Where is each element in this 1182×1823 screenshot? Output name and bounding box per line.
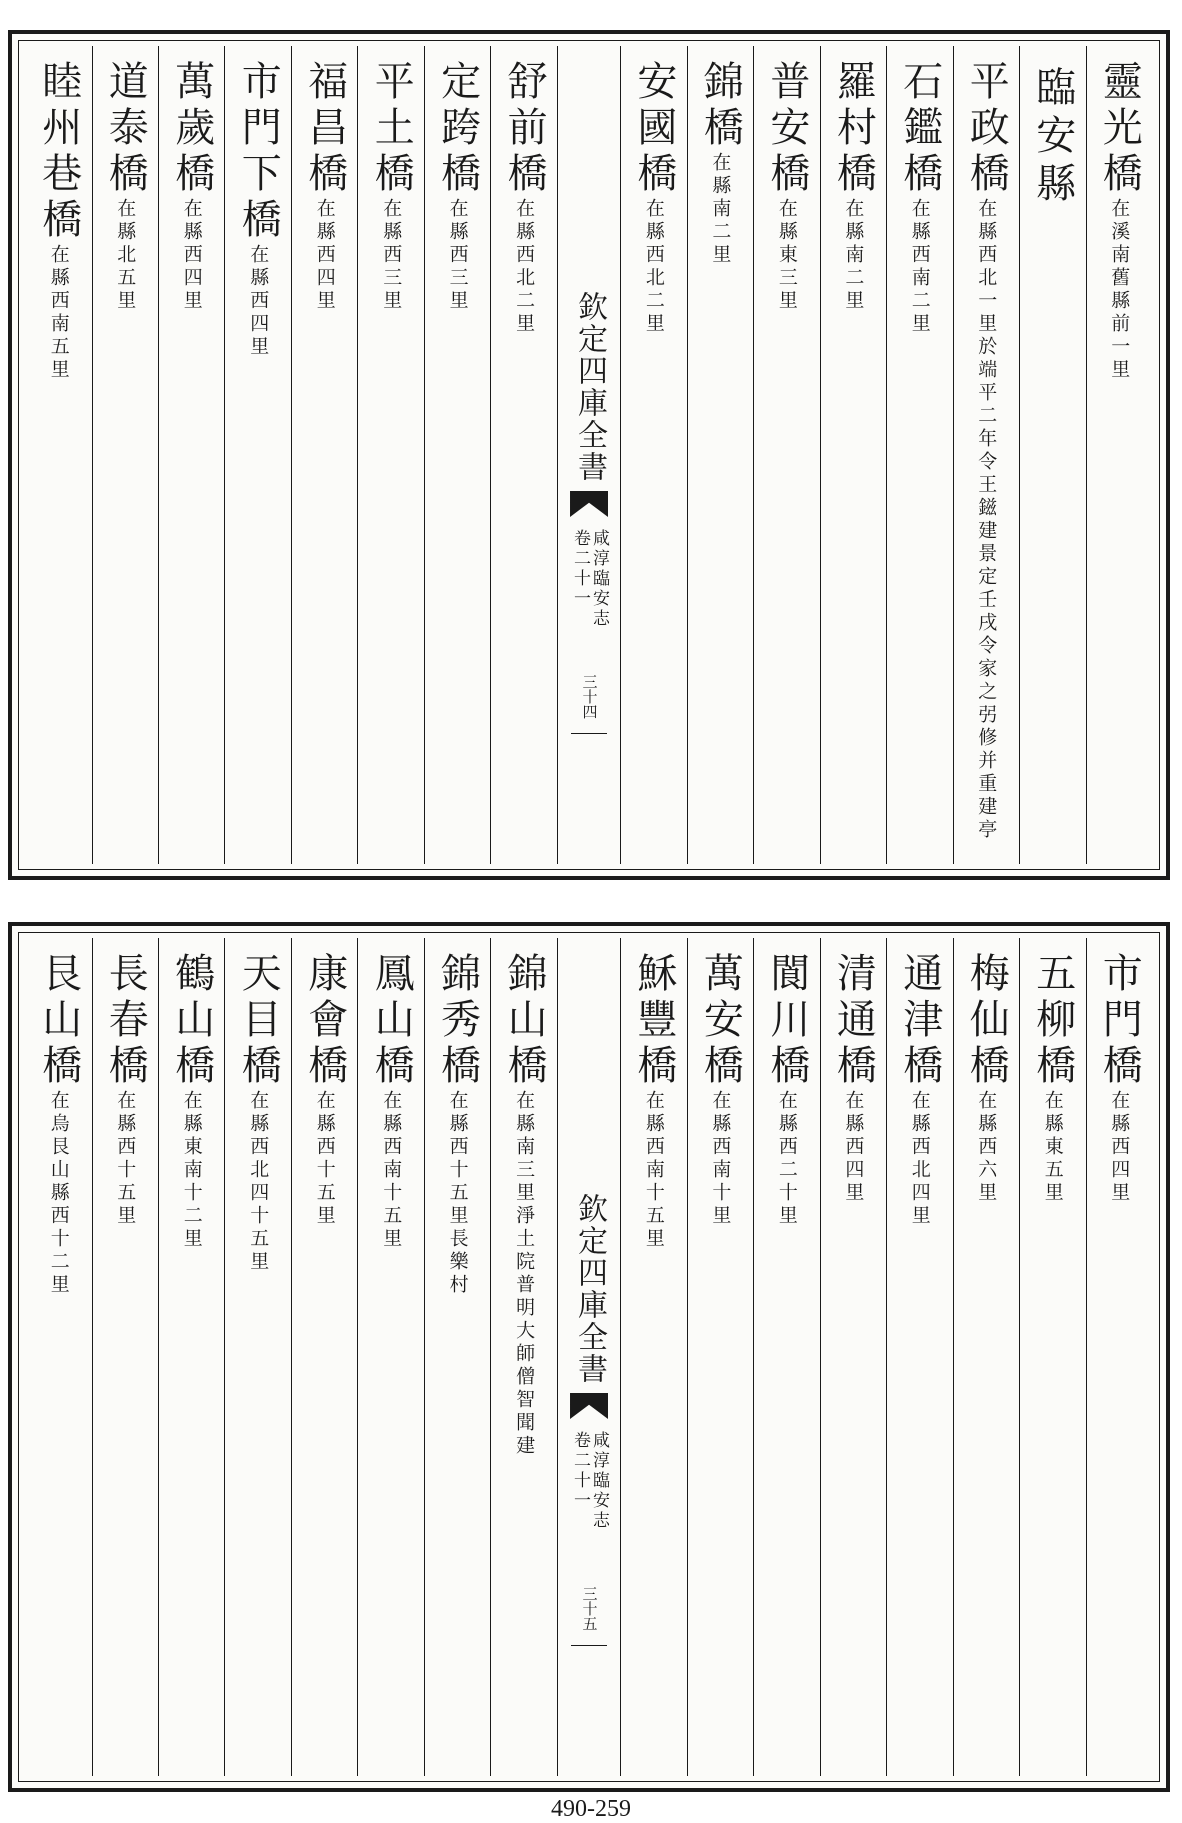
bridge-name: 市門橋 bbox=[1096, 952, 1143, 1090]
bridge-annotation: 在縣南二里 bbox=[709, 152, 732, 267]
bridge-name: 市門下橋 bbox=[235, 60, 282, 244]
bridge-entry bbox=[26, 46, 91, 864]
leaf-number-rule bbox=[571, 733, 607, 734]
volume-info-line: 卷二十一 bbox=[570, 529, 591, 609]
bridge-annotation: 在縣西四里 bbox=[1108, 1090, 1131, 1205]
bridge-name: 艮山橋 bbox=[35, 952, 82, 1090]
bridge-entry bbox=[424, 46, 490, 864]
bridge-name: 五柳橋 bbox=[1029, 952, 1076, 1090]
bridge-entry bbox=[753, 46, 819, 864]
bridge-annotation: 在縣西北一里於端平二年令王鎡建景定壬戌令家之弜修并重建亭 bbox=[975, 198, 998, 842]
bridge-annotation: 在縣西南二里 bbox=[908, 198, 931, 336]
bridge-annotation: 在縣北五里 bbox=[114, 198, 137, 313]
bridge-entry-text bbox=[434, 60, 481, 864]
volume-info-line: 咸淳臨安志 bbox=[589, 529, 610, 629]
bridge-name: 梅仙橋 bbox=[963, 952, 1010, 1090]
bridge-annotation: 在縣西十五里 bbox=[114, 1090, 137, 1228]
bridge-annotation: 在縣東南十二里 bbox=[180, 1090, 203, 1251]
bridge-entry-text bbox=[697, 952, 744, 1776]
bridge-entry bbox=[1086, 938, 1152, 1776]
bridge-name: 長春橋 bbox=[102, 952, 149, 1090]
bridge-entry-text bbox=[235, 952, 282, 1776]
leaf-number: 三十四 bbox=[580, 674, 599, 719]
bridge-name: 萬安橋 bbox=[697, 952, 744, 1090]
bridge-annotation: 在縣東三里 bbox=[775, 198, 798, 313]
bridge-entry bbox=[490, 46, 556, 864]
fishtail-mark-icon bbox=[570, 1393, 608, 1419]
bridge-annotation: 在縣東五里 bbox=[1041, 1090, 1064, 1205]
bridge-entry-text bbox=[35, 60, 82, 864]
bridge-name: 錦秀橋 bbox=[434, 952, 481, 1090]
bridge-name: 通津橋 bbox=[896, 952, 943, 1090]
bridge-annotation: 在縣西南五里 bbox=[47, 244, 70, 382]
bridge-annotation: 在縣南二里 bbox=[842, 198, 865, 313]
bridge-entry bbox=[820, 46, 886, 864]
bridge-name: 康會橋 bbox=[301, 952, 348, 1090]
bridge-annotation: 在縣西十五里 bbox=[313, 1090, 336, 1228]
bridge-annotation: 在縣西三里 bbox=[380, 198, 403, 313]
bridge-entry bbox=[26, 938, 91, 1776]
bridge-entry bbox=[224, 46, 290, 864]
fold-margin-strip bbox=[557, 46, 620, 864]
bridge-name: 錦山橋 bbox=[501, 952, 548, 1090]
bridge-name: 石鑑橋 bbox=[896, 60, 943, 198]
bridge-entry bbox=[953, 938, 1019, 1776]
bridge-entry bbox=[291, 938, 357, 1776]
bridge-entry bbox=[820, 938, 886, 1776]
bridge-name: 閬川橋 bbox=[763, 952, 810, 1090]
bridge-annotation: 在縣西北四里 bbox=[908, 1090, 931, 1228]
bridge-name: 靈光橋 bbox=[1096, 60, 1143, 198]
volume-info-line: 咸淳臨安志 bbox=[589, 1431, 610, 1531]
bridge-annotation: 在縣南三里淨土院普明大師僧智聞建 bbox=[513, 1090, 536, 1458]
bridge-entry-text bbox=[963, 952, 1010, 1776]
leaf-number: 三十五 bbox=[580, 1586, 599, 1631]
bridge-entry bbox=[92, 938, 158, 1776]
book-title: 欽定四庫全書 bbox=[572, 291, 608, 483]
bridge-entry-text bbox=[102, 952, 149, 1776]
bridge-name: 舒前橋 bbox=[501, 60, 548, 198]
section-heading-column bbox=[1019, 46, 1085, 864]
bridge-name: 清通橋 bbox=[830, 952, 877, 1090]
bridge-annotation: 在縣西四里 bbox=[180, 198, 203, 313]
leaf-number-rule bbox=[571, 1645, 607, 1646]
county-name: 臨安縣 bbox=[1029, 66, 1076, 210]
book-title: 欽定四庫全書 bbox=[572, 1193, 608, 1385]
bridge-entry-text bbox=[830, 60, 877, 864]
bridge-name: 平政橋 bbox=[963, 60, 1010, 198]
bridge-entry-text bbox=[963, 60, 1010, 864]
bridge-name: 穌豐橋 bbox=[630, 952, 677, 1090]
bridge-entry bbox=[886, 938, 952, 1776]
bridge-entry-text bbox=[896, 952, 943, 1776]
volume-info-line: 卷二十一 bbox=[570, 1431, 591, 1511]
bridge-entry-text bbox=[763, 60, 810, 864]
bridge-annotation: 在縣西二十里 bbox=[775, 1090, 798, 1228]
bridge-entry-text bbox=[168, 60, 215, 864]
bridge-annotation: 在縣西北二里 bbox=[513, 198, 536, 336]
bridge-entry-text bbox=[368, 952, 415, 1776]
bridge-annotation: 在縣西四里 bbox=[313, 198, 336, 313]
bridge-entry-text bbox=[1096, 952, 1143, 1776]
bridge-name: 普安橋 bbox=[763, 60, 810, 198]
bridge-name: 平土橋 bbox=[368, 60, 415, 198]
bridge-annotation: 在縣西北四十五里 bbox=[247, 1090, 270, 1274]
bridge-annotation: 在縣西南十五里 bbox=[380, 1090, 403, 1251]
bridge-annotation: 在縣西三里 bbox=[446, 198, 469, 313]
bridge-entry-text bbox=[102, 60, 149, 864]
bridge-entry bbox=[357, 938, 423, 1776]
bridge-entry-text bbox=[896, 60, 943, 864]
bridge-entry bbox=[953, 46, 1019, 864]
bridge-annotation: 在縣西六里 bbox=[975, 1090, 998, 1205]
bridge-name: 道泰橋 bbox=[102, 60, 149, 198]
bridge-name: 福昌橋 bbox=[301, 60, 348, 198]
bridge-entry bbox=[687, 938, 753, 1776]
bridge-entry bbox=[1019, 938, 1085, 1776]
fold-margin-strip bbox=[557, 938, 620, 1776]
bridge-entry bbox=[291, 46, 357, 864]
bridge-entry bbox=[620, 938, 686, 1776]
bridge-entry bbox=[224, 938, 290, 1776]
bridge-entry-text bbox=[630, 952, 677, 1776]
bridge-entry-text bbox=[763, 952, 810, 1776]
bridge-annotation: 在縣西南十里 bbox=[709, 1090, 732, 1228]
bridge-entry-text bbox=[830, 952, 877, 1776]
bridge-entry bbox=[620, 46, 686, 864]
bridge-entry-text bbox=[235, 60, 282, 864]
bridge-entry bbox=[886, 46, 952, 864]
bridge-entry-text bbox=[35, 952, 82, 1776]
upper-page-columns bbox=[26, 46, 1152, 864]
volume-info bbox=[570, 1431, 610, 1531]
bridge-entry bbox=[1086, 46, 1152, 864]
bridge-annotation: 在縣西四里 bbox=[842, 1090, 865, 1205]
bridge-entry bbox=[687, 46, 753, 864]
bridge-name: 萬歲橋 bbox=[168, 60, 215, 198]
upper-page bbox=[8, 30, 1170, 880]
bridge-name: 天目橋 bbox=[235, 952, 282, 1090]
bridge-entry-text bbox=[1096, 60, 1143, 864]
bridge-entry bbox=[753, 938, 819, 1776]
bridge-entry bbox=[158, 938, 224, 1776]
bridge-name: 安國橋 bbox=[630, 60, 677, 198]
bridge-entry-text bbox=[368, 60, 415, 864]
bridge-entry-text bbox=[501, 952, 548, 1776]
bridge-entry bbox=[424, 938, 490, 1776]
bridge-name: 定跨橋 bbox=[434, 60, 481, 198]
bridge-entry-text bbox=[697, 60, 744, 864]
bridge-annotation: 在烏艮山縣西十二里 bbox=[47, 1090, 70, 1297]
bridge-entry-text bbox=[1029, 952, 1076, 1776]
bridge-entry-text bbox=[501, 60, 548, 864]
bridge-name: 鳳山橋 bbox=[368, 952, 415, 1090]
lower-page-columns bbox=[26, 938, 1152, 1776]
bridge-entry bbox=[357, 46, 423, 864]
lower-page bbox=[8, 922, 1170, 1792]
bridge-annotation: 在縣西四里 bbox=[247, 244, 270, 359]
bridge-annotation: 在溪南舊縣前一里 bbox=[1108, 198, 1131, 382]
bridge-name: 鶴山橋 bbox=[168, 952, 215, 1090]
bridge-entry-text bbox=[301, 60, 348, 864]
page-number: 490-259 bbox=[551, 1796, 631, 1822]
bridge-entry bbox=[490, 938, 556, 1776]
fishtail-mark-icon bbox=[570, 491, 608, 517]
bridge-entry-text bbox=[630, 60, 677, 864]
bridge-name: 錦橋 bbox=[697, 60, 744, 152]
bridge-entry bbox=[92, 46, 158, 864]
bridge-entry-text bbox=[434, 952, 481, 1776]
bridge-name: 羅村橋 bbox=[830, 60, 877, 198]
bridge-annotation: 在縣西北二里 bbox=[642, 198, 665, 336]
bridge-entry bbox=[158, 46, 224, 864]
bridge-annotation: 在縣西南十五里 bbox=[642, 1090, 665, 1251]
county-heading bbox=[1029, 60, 1076, 864]
bridge-annotation: 在縣西十五里長樂村 bbox=[446, 1090, 469, 1297]
bridge-name: 睦州巷橋 bbox=[35, 60, 82, 244]
bridge-entry-text bbox=[168, 952, 215, 1776]
volume-info bbox=[570, 529, 610, 629]
bridge-entry-text bbox=[301, 952, 348, 1776]
